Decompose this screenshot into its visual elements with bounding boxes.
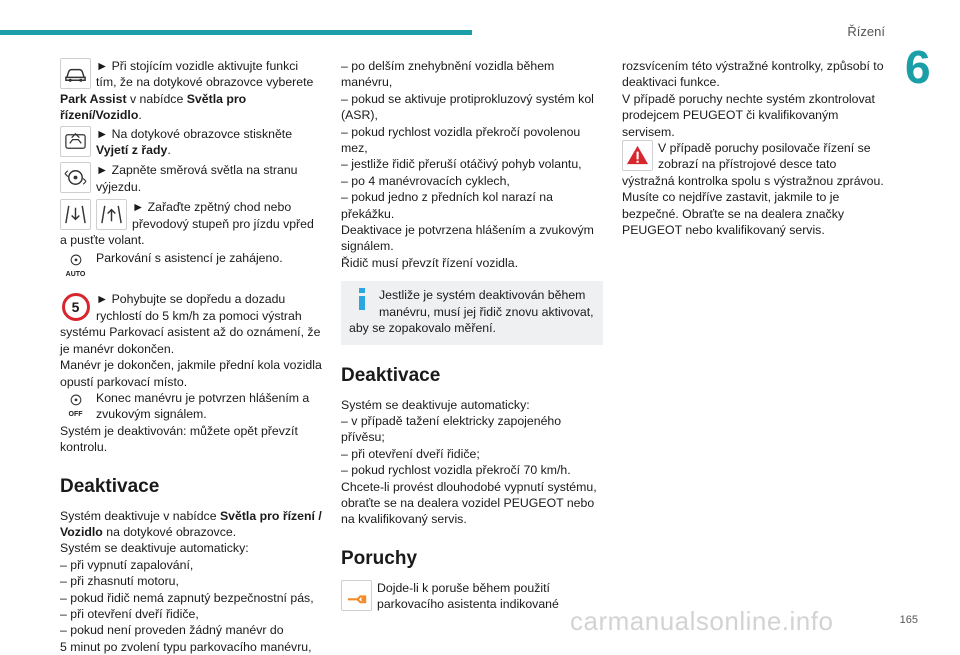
list-item: – pokud se aktivuje protiprokluzový systém kol (ASR), <box>341 91 594 123</box>
list-item: 5 minut po zvolení typu parkovacího manévru, <box>60 639 312 654</box>
step-gear <box>60 199 322 248</box>
step-text: ► Na dotykové obrazovce stiskněte <box>96 126 293 141</box>
page-number: 165 <box>899 614 918 626</box>
bold-term: Park Assist <box>60 91 127 106</box>
paragraph: Systém deaktivuje v nabídce <box>60 508 220 523</box>
bold-term: Světla pro řízení / Vozidlo <box>60 508 322 539</box>
paragraph: Musíte co nejdříve zastavit, jakmile to je bezpečné. Obraťte se na dealera značky PEUGEOT nebo kvalifikovaný servis. <box>622 190 844 238</box>
wrench-icon <box>341 580 372 611</box>
off-text: Konec manévru je potvrzen hlášením a zvukovým signálem. <box>96 390 310 422</box>
header-accent-bar <box>0 30 472 35</box>
list-item: – v případě tažení elektricky zapojeného přívěsu; <box>341 413 562 445</box>
list-item: – po delším znehybnění vozidla během manévru, <box>341 59 555 90</box>
fault-row <box>341 580 603 613</box>
warning-row <box>622 140 884 189</box>
auto-text: Parkování s asistencí je zahájeno. <box>96 251 283 266</box>
heading-deactivation: Deaktivace <box>60 475 160 497</box>
chapter-number: 6 <box>905 41 931 93</box>
paragraph: Deaktivace je potvrzena hlášením a zvukovým signálem. <box>341 223 594 254</box>
paragraph: Systém se deaktivuje automaticky: <box>60 541 249 556</box>
off-steering-icon <box>60 390 91 421</box>
warning-text: V případě poruchy posilovače řízení se zobrazí na přístrojové desce tato výstražná kontrolka spolu s výstražnou zprávou. <box>622 141 884 188</box>
list-item: – pokud není proveden žádný manévr do <box>60 623 284 638</box>
paragraph: na dotykové obrazovce. <box>102 524 237 539</box>
list-item: – jestliže řidič přeruší otáčivý pohyb volantu, <box>341 157 582 172</box>
column-1 <box>60 58 322 655</box>
car-parking-icon <box>60 58 91 89</box>
step-text: . <box>167 143 171 158</box>
paragraph: Řidič musí převzít řízení vozidla. <box>341 255 518 270</box>
exit-parking-icon <box>60 126 91 157</box>
watermark-text: carmanualsonline.info <box>570 606 834 636</box>
info-text: Jestliže je systém deaktivován během manévru, musí jej řidič znovu aktivovat, aby se zopakovalo měření. <box>349 288 594 336</box>
reverse-arrow-icon <box>60 199 91 230</box>
info-box <box>341 281 603 344</box>
info-icon <box>355 288 369 310</box>
section-title: Řízení <box>847 24 885 39</box>
auto-steering-icon <box>60 250 91 281</box>
list-item: – po 4 manévrovacích cyklech, <box>341 173 510 188</box>
step-text: v nabídce <box>126 91 187 106</box>
heading-deactivation: Deaktivace <box>341 364 441 386</box>
paragraph: Systém se deaktivuje automaticky: <box>341 397 530 412</box>
column-2 <box>341 58 603 613</box>
off-label: OFF <box>68 410 83 418</box>
step-text: . <box>138 108 142 123</box>
step-text: ► Pohybujte se dopředu a dozadu rychlostí do 5 km/h za pomoci výstrah systému Parkovací asistent až do oznámení, že je manévr dokončen. <box>60 292 321 356</box>
step-text: ► Zařaďte zpětný chod nebo převodový stupeň pro jízdu vpřed a pusťte volant. <box>60 200 314 248</box>
list-item: – pokud jedno z předních kol narazí na překážku. <box>341 190 553 221</box>
step-activate <box>60 58 322 124</box>
list-item: – pokud rychlost vozidla překročí povolenou mez, <box>341 124 581 156</box>
speed-limit-icon <box>60 291 91 322</box>
paragraph: V případě poruchy nechte systém zkontrolovat prodejcem PEUGEOT či kvalifikovaným servisem. <box>622 91 875 139</box>
fault-text: Dojde-li k poruše během použití parkovacího asistenta indikované <box>377 580 559 612</box>
auto-label: AUTO <box>65 271 86 279</box>
list-item: – při zhasnutí motoru, <box>60 574 179 589</box>
paragraph: Manévr je dokončen, jakmile přední kola vozidla opustí parkovací místo. <box>60 358 322 389</box>
speed-row <box>60 291 322 357</box>
list-item: – při otevření dveří řidiče; <box>341 446 480 461</box>
paragraph: Systém je deaktivován: můžete opět převzít kontrolu. <box>60 423 298 455</box>
step-text: ► Při stojícím vozidle aktivujte funkci tím, že na dotykové obrazovce vyberete <box>96 59 314 90</box>
speed-value: 5 <box>62 293 90 321</box>
heading-faults: Poruchy <box>341 547 418 569</box>
list-item: – při otevření dveří řidiče, <box>60 606 199 621</box>
steering-warning-icon <box>622 140 653 171</box>
step-exit-row <box>60 126 322 159</box>
step-text: ► Zapněte směrová světla na stranu výjezdu. <box>96 163 298 194</box>
auto-row <box>60 250 322 281</box>
off-row <box>60 390 322 423</box>
list-item: – pokud řidič nemá zapnutý bezpečnostní pás, <box>60 590 314 605</box>
list-item: – pokud rychlost vozidla překročí 70 km/h. <box>341 463 571 478</box>
paragraph: Chcete-li provést dlouhodobé vypnutí systému, obraťte se na dealera vozidel PEUGEOT nebo na kvalifikovaný servis. <box>341 479 597 527</box>
bold-term: Vyjetí z řady <box>96 143 168 158</box>
paragraph: rozsvícením této výstražné kontrolky, způsobí to deaktivaci funkce. <box>622 59 884 90</box>
column-3 <box>622 58 884 238</box>
steering-wheel-icon <box>60 162 91 193</box>
forward-arrow-icon <box>96 199 127 230</box>
bold-term: Světla pro řízení/Vozidlo <box>60 91 247 123</box>
step-indicator <box>60 162 322 195</box>
list-item: – při vypnutí zapalování, <box>60 557 194 572</box>
